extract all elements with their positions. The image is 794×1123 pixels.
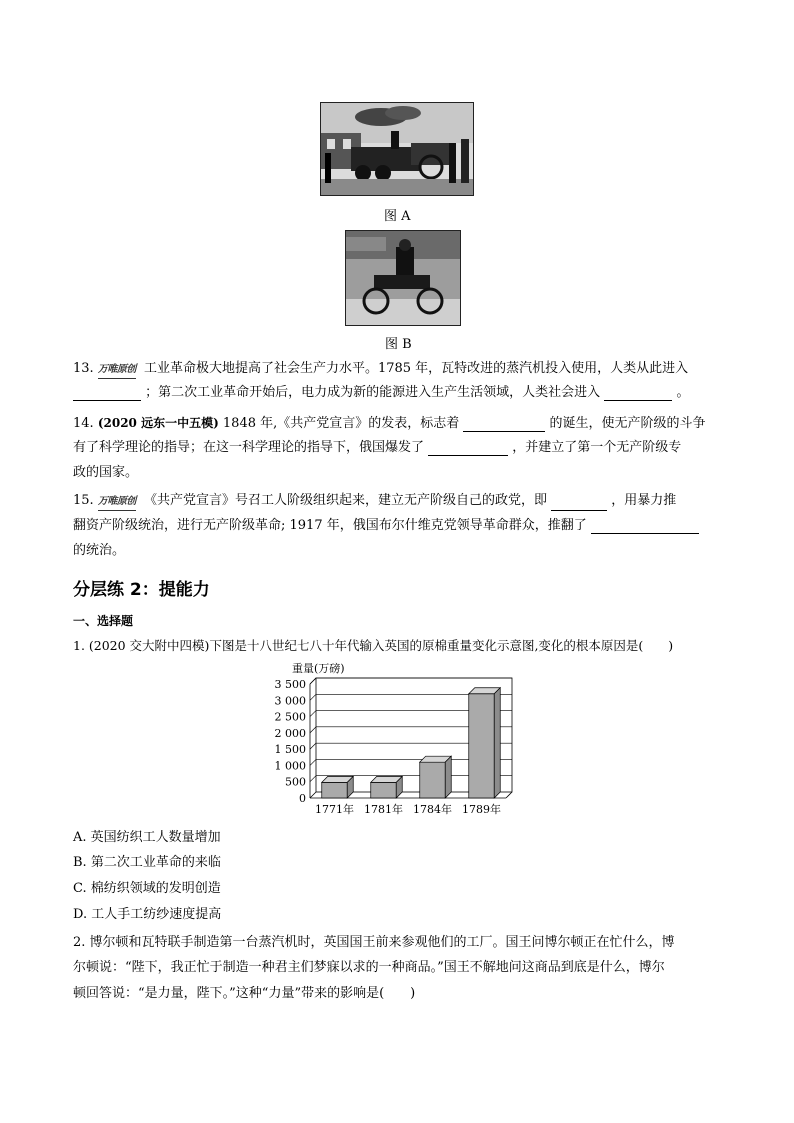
- gridline: [310, 694, 316, 700]
- mc2-line2: 尔顿说：“陛下，我正忙于制造一种君主们梦寐以求的一种商品。”国王不解地问这商品到底是什么，博尔: [73, 960, 665, 975]
- answer-blank[interactable]: [551, 496, 607, 511]
- q13-line1: 13. 万唯原创 工业革命极大地提高了社会生产力水平。1785 年，瓦特改进的蒸汽机投入使用，人类从此进入: [73, 361, 688, 379]
- mc1-option-c[interactable]: C. 棉纺织领域的发明创造: [73, 881, 221, 896]
- q13-number: 13.: [73, 361, 94, 376]
- q13-line2: ；第二次工业革命开始后，电力成为新的能源进入生产生活领域，人类社会进入 。: [73, 385, 689, 401]
- bar: [469, 694, 494, 798]
- cotton-import-bar-chart: [262, 658, 522, 818]
- y-tick-label: 2 500: [274, 710, 306, 724]
- locomotive-illustration: [321, 103, 473, 195]
- x-tick-label: 1781年: [364, 803, 403, 816]
- plot-edge: [506, 792, 512, 798]
- gridline: [310, 743, 316, 749]
- answer-blank[interactable]: [604, 386, 672, 401]
- answer-blank[interactable]: [73, 386, 141, 401]
- automobile-photo: [346, 231, 460, 325]
- mc1-option-d[interactable]: D. 工人手工纺纱速度提高: [73, 907, 222, 922]
- figure-b-image: [345, 230, 461, 326]
- mc1-option-b[interactable]: B. 第二次工业革命的来临: [73, 855, 221, 870]
- x-tick-label: 1771年: [315, 803, 354, 816]
- gridline: [310, 776, 316, 782]
- gridline: [310, 759, 316, 765]
- q14-line1: 14. (2020 远东一中五模) 1848 年,《共产党宣言》的发表，标志着 的诞生，使无产阶级的斗争: [73, 416, 706, 431]
- q15-line3: 的统治。: [73, 543, 126, 558]
- mc2-line3: 顿回答说：“是力量，陛下。”这种“力量”带来的影响是( ): [73, 986, 416, 1001]
- gridline: [310, 727, 316, 733]
- q14-line3: 政的国家。: [73, 465, 139, 480]
- y-tick-label: 3 000: [274, 694, 306, 708]
- y-tick-label: 500: [285, 775, 306, 789]
- q15-line2: 翻资产阶级统治，进行无产阶级革命; 1917 年，俄国布尔什维克党领导革命群众，推翻了: [73, 518, 699, 534]
- answer-blank[interactable]: [463, 417, 545, 432]
- bar: [420, 762, 445, 798]
- y-tick-label: 1 000: [274, 759, 306, 773]
- bar-side: [494, 688, 500, 798]
- gridline: [310, 678, 316, 684]
- brand-badge: 万唯原创: [98, 362, 136, 379]
- y-tick-label: 0: [299, 792, 306, 805]
- section-title: 分层练 2：提能力: [73, 580, 210, 600]
- section-subtitle: 一、选择题: [73, 614, 134, 628]
- y-tick-label: 1 500: [274, 743, 306, 757]
- brand-badge: 万唯原创: [98, 494, 136, 511]
- bar: [371, 782, 396, 798]
- mc1-stem: 1. (2020 交大附中四模)下图是十八世纪七八十年代输入英国的原棉重量变化示意图,变化的根本原因是( ): [73, 638, 674, 653]
- mc2-line1: 2. 博尔顿和瓦特联手制造第一台蒸汽机时，英国国王前来参观他们的工厂。国王问博尔顿正在忙什么，博: [73, 935, 675, 950]
- bar: [322, 782, 347, 798]
- plot-edge: [310, 792, 316, 798]
- x-tick-label: 1784年: [413, 803, 452, 816]
- q15-line1: 15. 万唯原创 《共产党宣言》号召工人阶级组织起来，建立无产阶级自己的政党，即 ，用暴力推: [73, 493, 676, 511]
- y-axis-label: 重量(万磅): [292, 662, 345, 675]
- q14-line2: 有了科学理论的指导；在这一科学理论的指导下，俄国爆发了 ，并建立了第一个无产阶级专: [73, 440, 682, 455]
- figure-a-image: [320, 102, 474, 196]
- figure-a-caption: 图 A: [384, 209, 411, 224]
- answer-blank[interactable]: [591, 519, 699, 534]
- gridline: [310, 711, 316, 717]
- figure-b-caption: 图 B: [385, 337, 412, 352]
- answer-blank[interactable]: [428, 441, 508, 456]
- y-tick-label: 3 500: [274, 678, 306, 691]
- bar-side: [445, 756, 451, 798]
- x-tick-label: 1789年: [462, 803, 501, 816]
- y-tick-label: 2 000: [274, 726, 306, 740]
- mc1-option-a[interactable]: A. 英国纺织工人数量增加: [73, 830, 221, 845]
